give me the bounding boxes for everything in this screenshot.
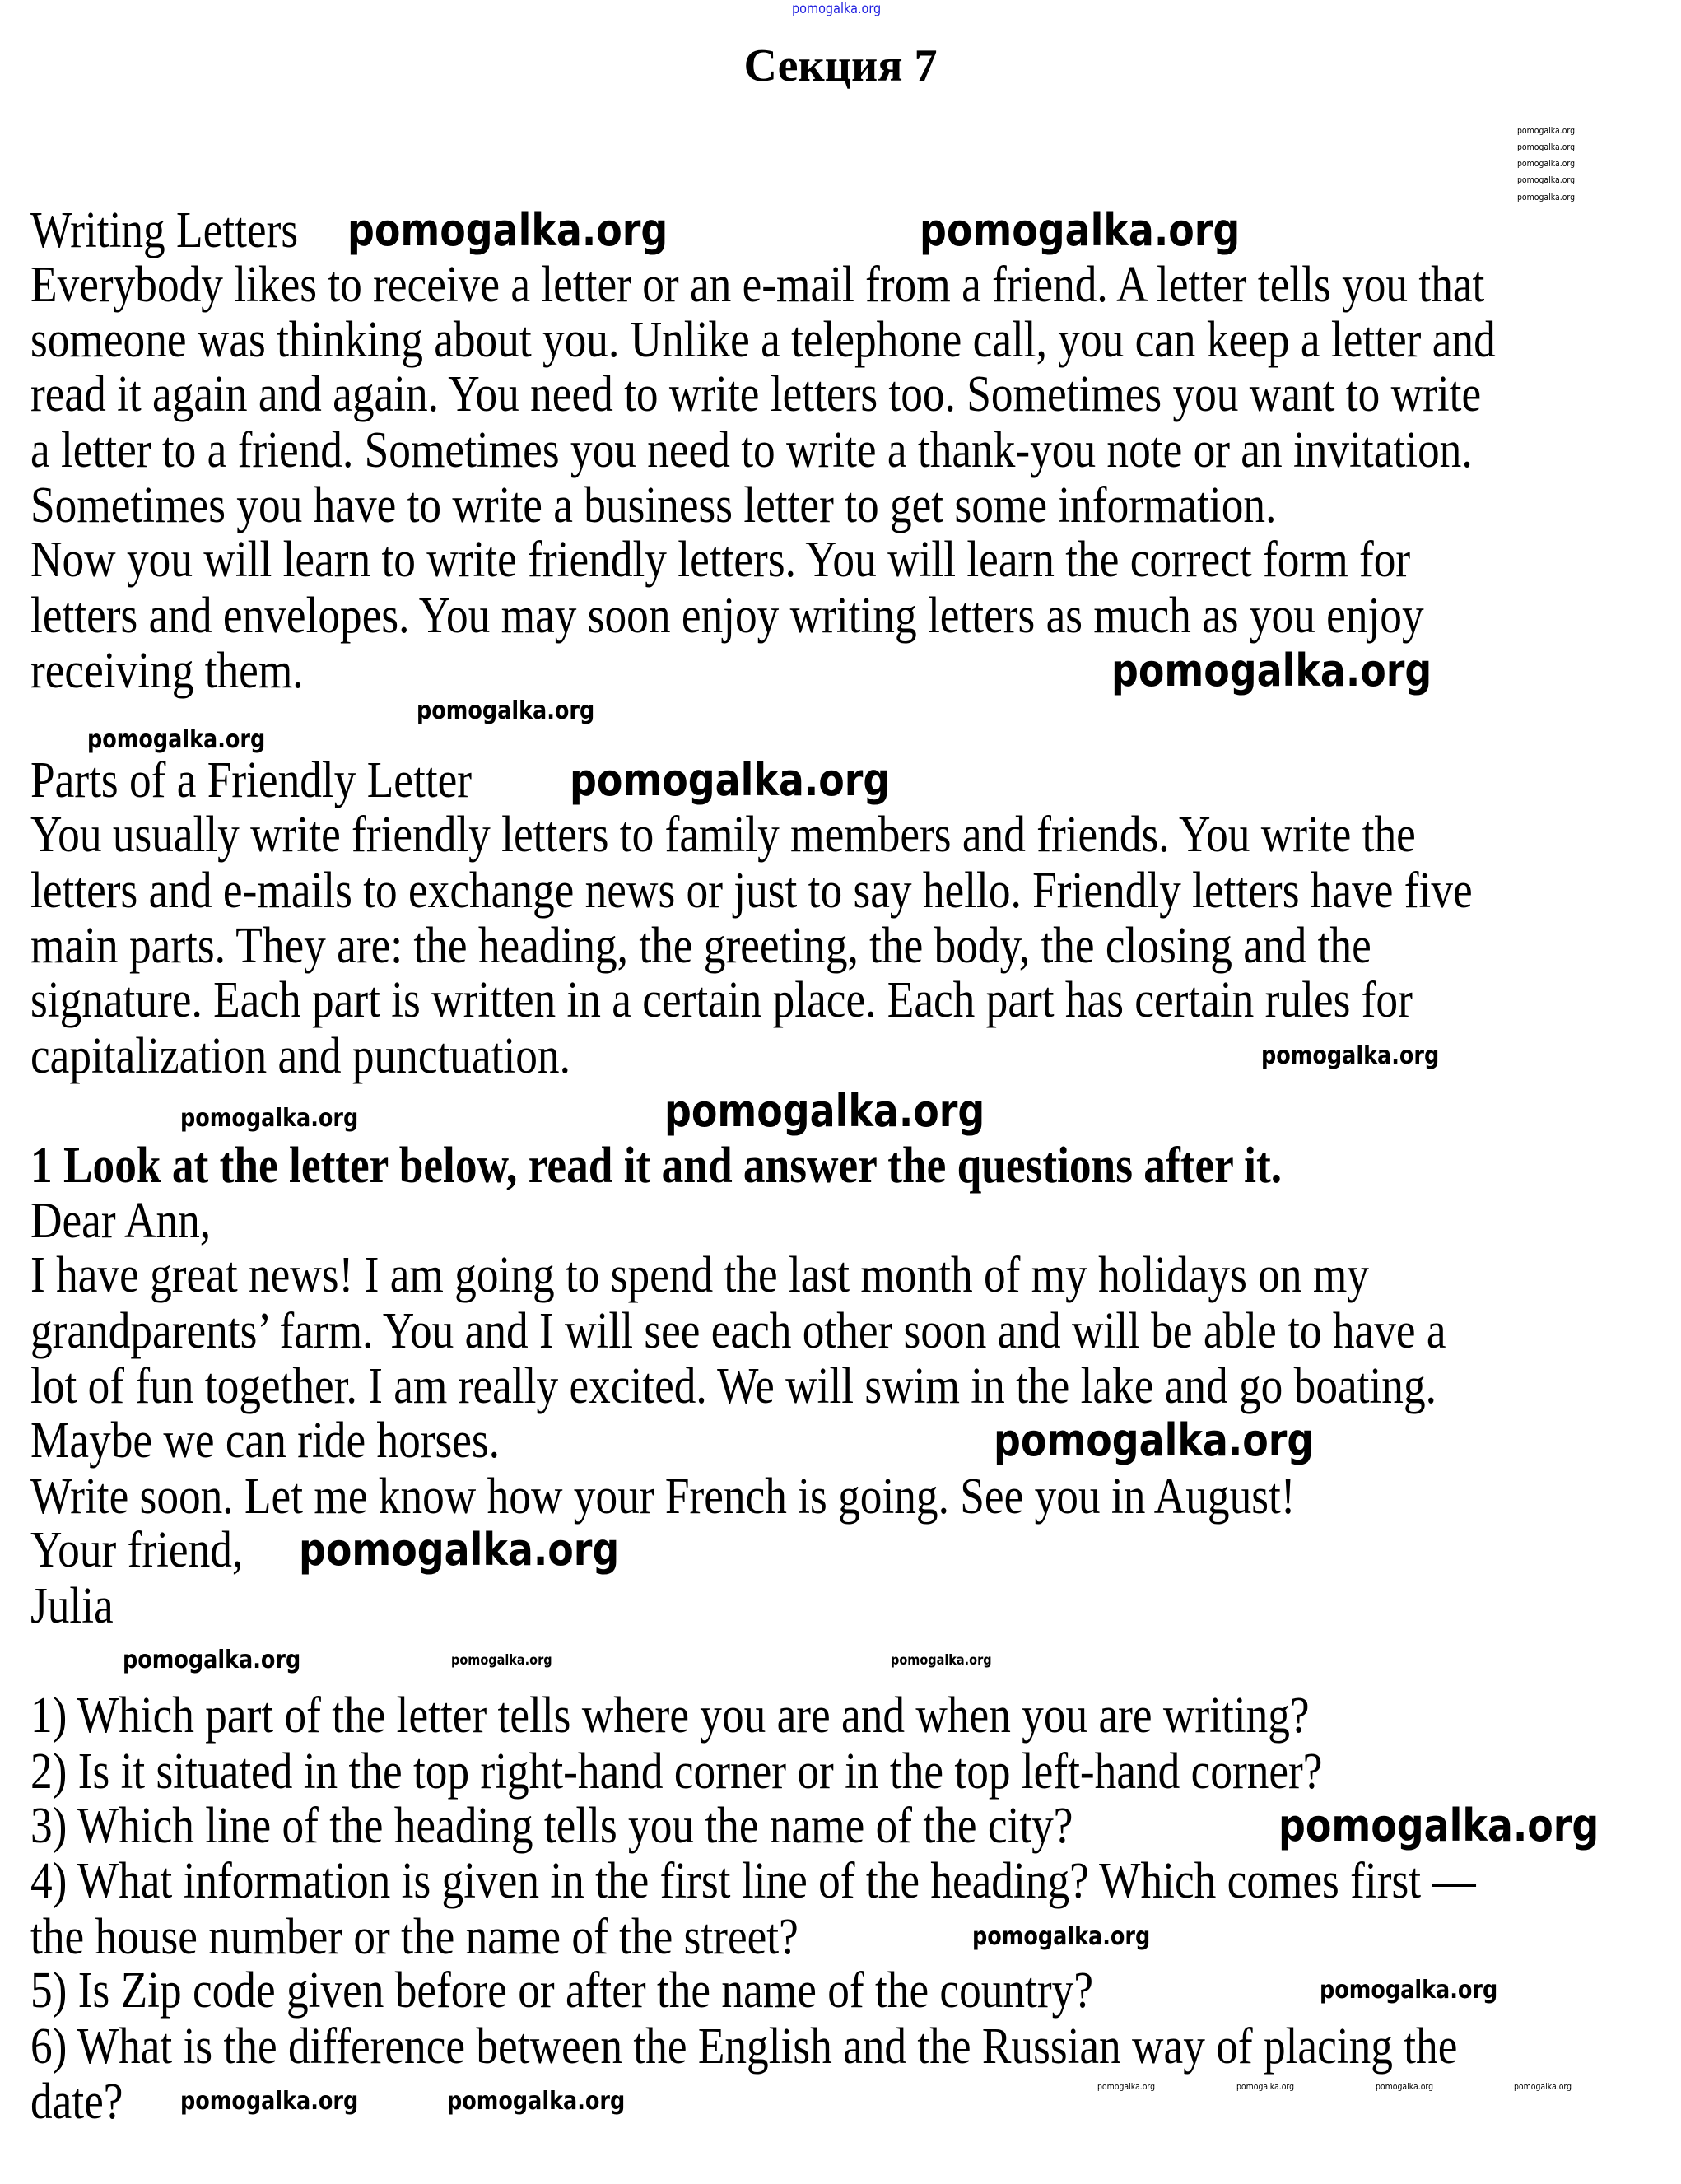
- section-heading: Writing Letters: [30, 203, 299, 258]
- exercise-instruction: 1 Look at the letter below, read it and answer the questions after it.: [30, 1138, 1283, 1194]
- watermark: pomogalka.org: [1320, 1976, 1498, 2005]
- section-heading: Parts of a Friendly Letter: [30, 752, 473, 808]
- question-line: 6) What is the difference between the English and the Russian way of placing the: [30, 2019, 1458, 2075]
- watermark: pomogalka.org: [1097, 2081, 1156, 2092]
- watermark: pomogalka.org: [1517, 175, 1576, 185]
- text-line: Now you will learn to write friendly letters. You will learn the correct form for: [30, 532, 1411, 588]
- text-line: Your friend,: [30, 1522, 244, 1578]
- text-line: Dear Ann,: [30, 1193, 212, 1249]
- text-line: Sometimes you have to write a business letter to get some information.: [30, 477, 1277, 533]
- question-line: 1) Which part of the letter tells where you are and when you are writing?: [30, 1688, 1310, 1744]
- watermark: pomogalka.org: [1517, 142, 1576, 152]
- text-line: receiving them.: [30, 643, 304, 699]
- watermark: pomogalka.org: [972, 1922, 1151, 1951]
- text-line: Write soon. Let me know how your French is going. See you in August!: [30, 1469, 1296, 1525]
- watermark: pomogalka.org: [87, 725, 266, 754]
- watermark: pomogalka.org: [1111, 645, 1432, 696]
- page-title: Секция 7: [743, 40, 938, 91]
- text-line: someone was thinking about you. Unlike a telephone call, you can keep a letter and: [30, 312, 1496, 368]
- watermark: pomogalka.org: [1278, 1800, 1600, 1851]
- text-line: letters and e-mails to exchange news or just to say hello. Friendly letters have five: [30, 863, 1473, 919]
- watermark: pomogalka.org: [1514, 2081, 1572, 2092]
- text-line: Maybe we can ride horses.: [30, 1413, 501, 1469]
- text-line: main parts. They are: the heading, the greeting, the body, the closing and the: [30, 918, 1371, 974]
- text-line: You usually write friendly letters to family members and friends. You write the: [30, 807, 1416, 863]
- watermark: pomogalka.org: [1517, 192, 1576, 203]
- question-line: date?: [30, 2074, 123, 2130]
- watermark: pomogalka.org: [299, 1524, 620, 1576]
- watermark: pomogalka.org: [1236, 2081, 1295, 2092]
- watermark: pomogalka.org: [447, 2087, 626, 2116]
- watermark: pomogalka.org: [994, 1414, 1315, 1466]
- question-line: 4) What information is given in the first line of the heading? Which comes first —: [30, 1853, 1476, 1909]
- watermark: pomogalka.org: [1376, 2081, 1434, 2092]
- watermark: pomogalka.org: [347, 204, 668, 256]
- watermark: pomogalka.org: [180, 2087, 359, 2116]
- top-watermark: pomogalka.org: [792, 1, 882, 17]
- watermark: pomogalka.org: [1517, 158, 1576, 169]
- question-line: 2) Is it situated in the top right-hand corner or in the top left-hand corner?: [30, 1744, 1323, 1800]
- text-line: grandparents’ farm. You and I will see each other soon and will be able to have a: [30, 1303, 1446, 1359]
- watermark: pomogalka.org: [664, 1085, 985, 1137]
- watermark: pomogalka.org: [123, 1646, 301, 1674]
- question-line: the house number or the name of the street?: [30, 1909, 799, 1965]
- text-line: I have great news! I am going to spend the last month of my holidays on my: [30, 1247, 1369, 1303]
- watermark: pomogalka.org: [451, 1652, 552, 1669]
- text-line: signature. Each part is written in a certain place. Each part has certain rules for: [30, 972, 1413, 1028]
- text-line: Julia: [30, 1578, 114, 1634]
- watermark: pomogalka.org: [570, 754, 891, 806]
- text-line: letters and envelopes. You may soon enjoy writing letters as much as you enjoy: [30, 588, 1424, 644]
- watermark: pomogalka.org: [891, 1652, 992, 1669]
- question-line: 3) Which line of the heading tells you the name of the city?: [30, 1798, 1073, 1854]
- text-line: Everybody likes to receive a letter or an e-mail from a friend. A letter tells you that: [30, 257, 1485, 313]
- watermark: pomogalka.org: [417, 696, 595, 725]
- text-line: capitalization and punctuation.: [30, 1028, 570, 1084]
- watermark: pomogalka.org: [920, 204, 1241, 256]
- watermark: pomogalka.org: [1261, 1041, 1440, 1070]
- text-line: a letter to a friend. Sometimes you need to write a thank-you note or an invitation.: [30, 422, 1473, 478]
- question-line: 5) Is Zip code given before or after the name of the country?: [30, 1963, 1093, 2019]
- watermark: pomogalka.org: [1517, 125, 1576, 136]
- watermark: pomogalka.org: [180, 1104, 359, 1133]
- text-line: lot of fun together. I am really excited. We will swim in the lake and go boating.: [30, 1358, 1437, 1414]
- text-line: read it again and again. You need to write letters too. Sometimes you want to write: [30, 366, 1482, 422]
